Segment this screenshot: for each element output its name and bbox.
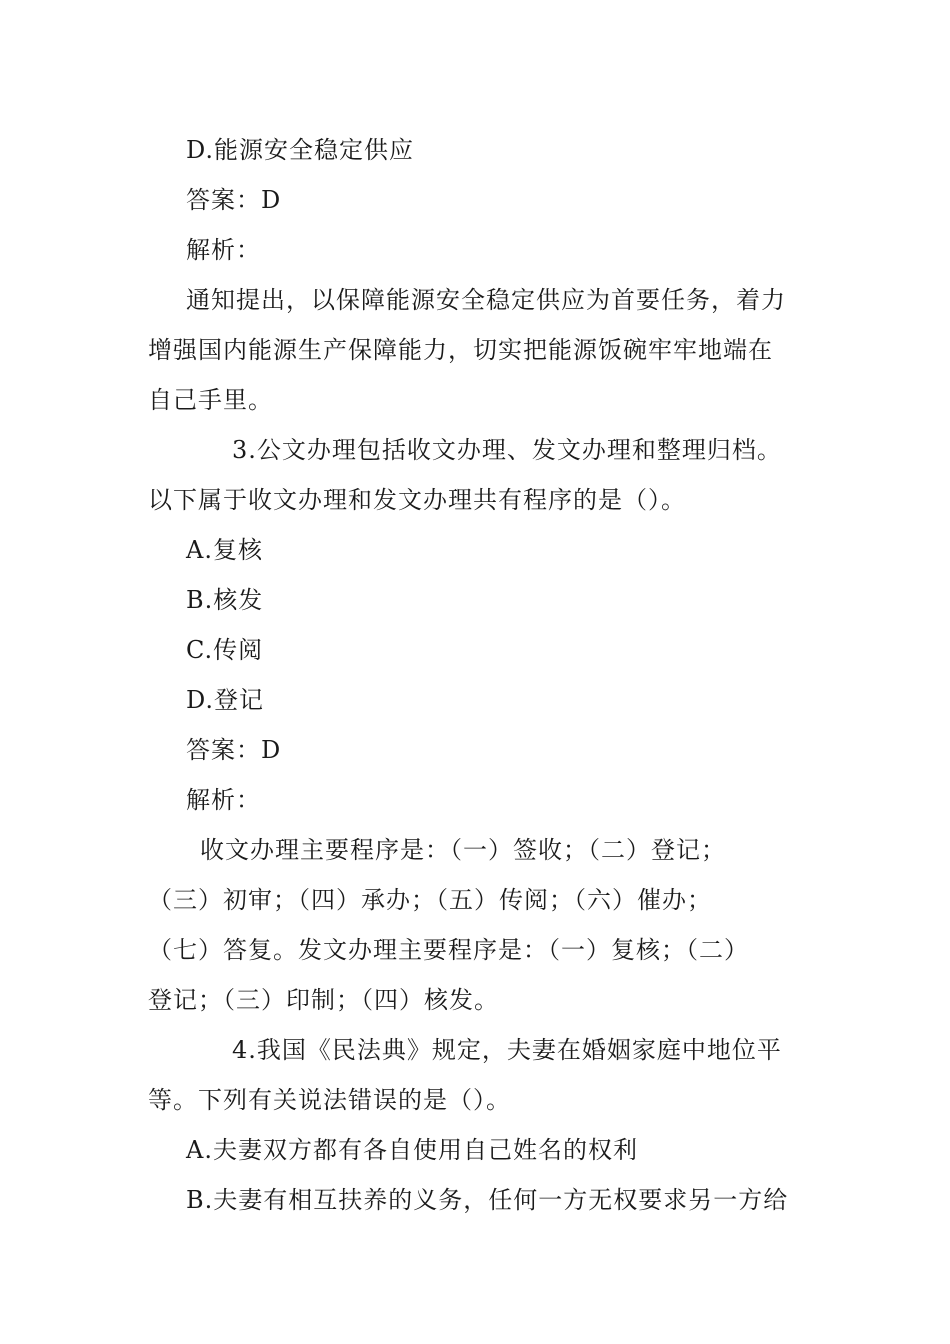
q3-analysis-line: （七）答复。发文办理主要程序是：（一）复核；（二）	[148, 936, 749, 964]
q3-stem-line: 以下属于收文办理和发文办理共有程序的是（）。	[148, 486, 686, 514]
q3-option-b: B.核发	[186, 586, 264, 614]
q3-stem-line: 3.公文办理包括收文办理、发文办理和整理归档。	[232, 436, 782, 464]
q3-analysis-line: 收文办理主要程序是：（一）签收；（二）登记；	[200, 836, 726, 864]
q4-stem-line: 等。下列有关说法错误的是（）。	[148, 1086, 511, 1114]
q2-analysis-line: 增强国内能源生产保障能力，切实把能源饭碗牢牢地端在	[148, 336, 773, 364]
q3-option-c: C.传阅	[186, 636, 264, 664]
q2-option-d: D.能源安全稳定供应	[186, 136, 415, 164]
q3-analysis-line: 登记；（三）印制；（四）核发。	[148, 986, 499, 1014]
q3-analysis-line: （三）初审；（四）承办；（五）传阅；（六）催办；	[148, 886, 712, 914]
q4-stem-line: 4.我国《民法典》规定，夫妻在婚姻家庭中地位平	[232, 1036, 782, 1064]
q2-analysis-label: 解析：	[186, 236, 261, 264]
q2-answer: 答案：D	[186, 186, 282, 214]
q3-answer: 答案：D	[186, 736, 282, 764]
q2-analysis-line: 自己手里。	[148, 386, 273, 414]
q3-analysis-label: 解析：	[186, 786, 261, 814]
q2-analysis-line: 通知提出，以保障能源安全稳定供应为首要任务，着力	[186, 286, 786, 314]
q3-option-a: A.复核	[186, 536, 263, 564]
q4-option-b: B.夫妻有相互扶养的义务，任何一方无权要求另一方给	[186, 1186, 789, 1214]
q4-option-a: A.夫妻双方都有各自使用自己姓名的权利	[186, 1136, 638, 1164]
q3-option-d: D.登记	[186, 686, 265, 714]
